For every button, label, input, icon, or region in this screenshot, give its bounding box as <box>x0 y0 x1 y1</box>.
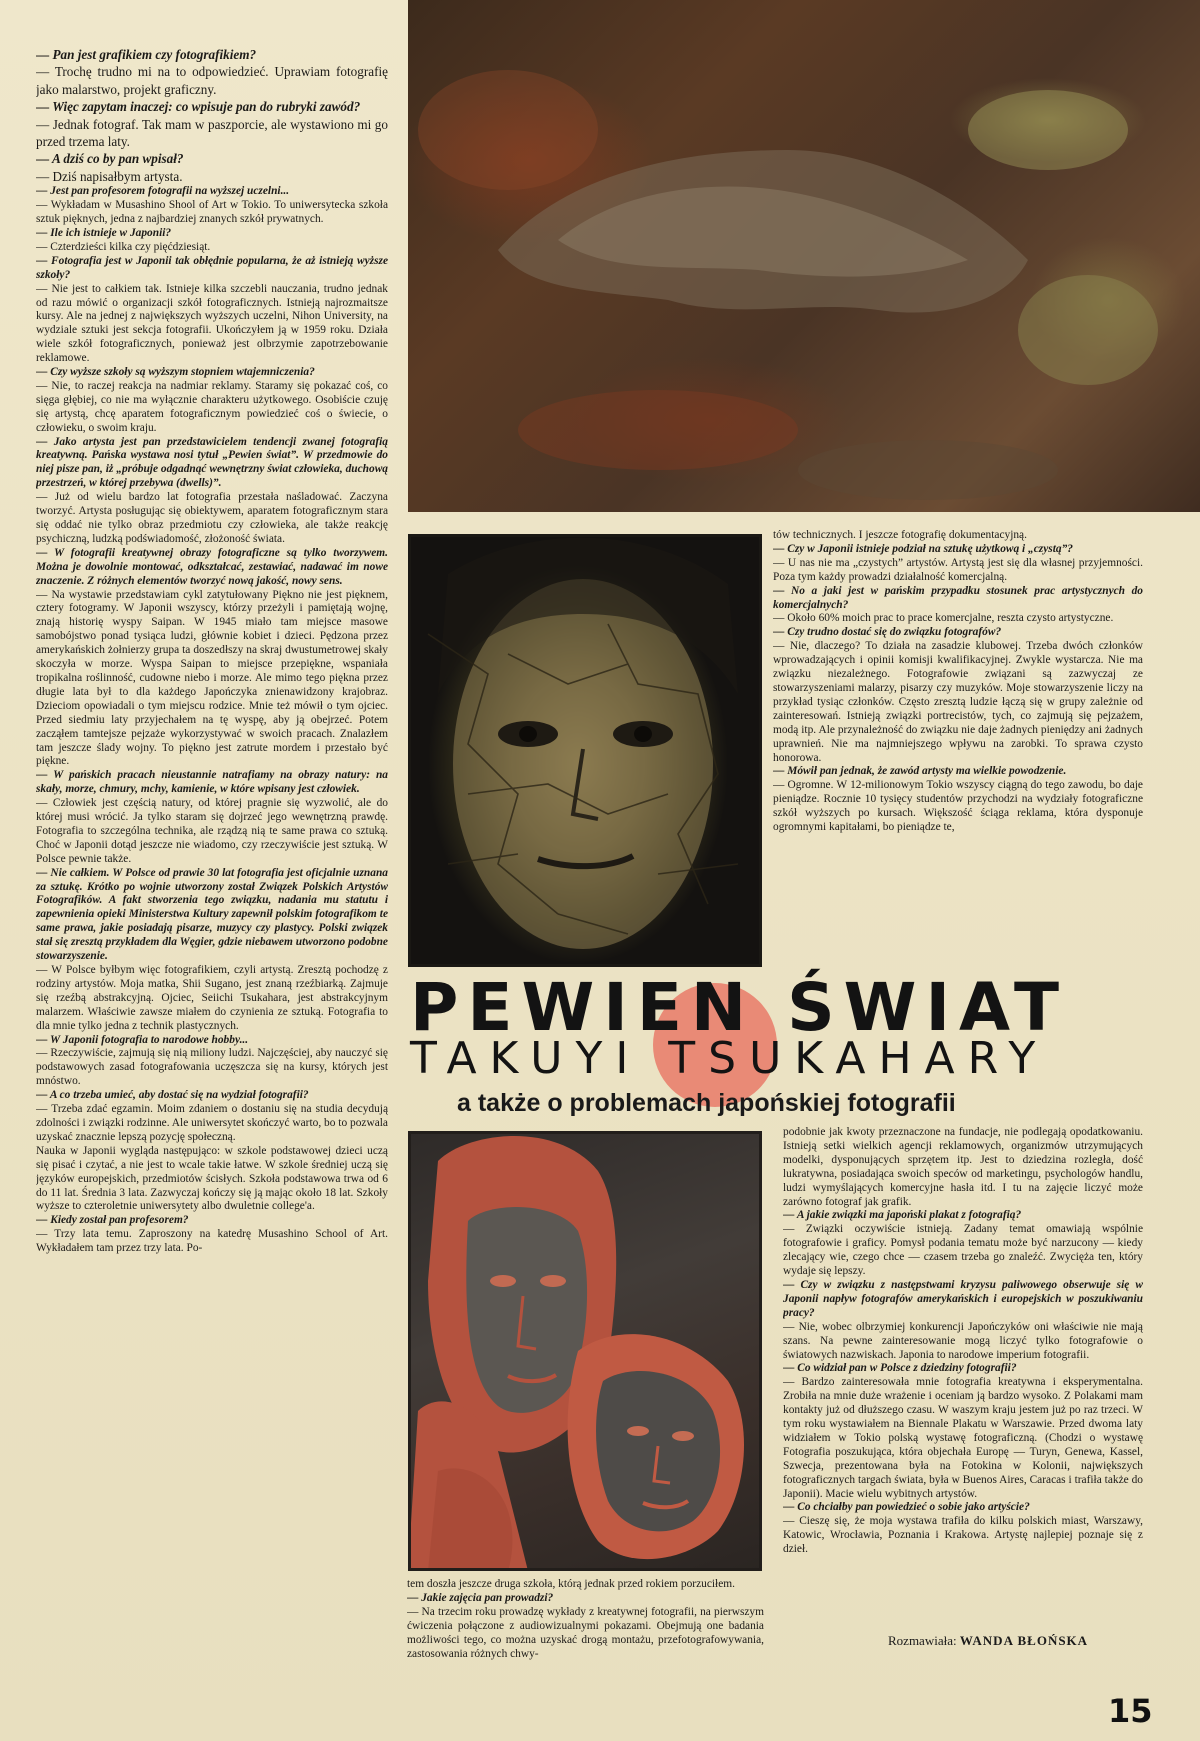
interview-question: — A dziś co by pan wpisał? <box>36 151 184 167</box>
interview-question: — W fotografii kreatywnej obrazy fotograficzne są tylko tworzywem. Można je dowolnie montować, odkształcać, zestawiać, nadawać im nowe znaczenie. Z różnych elementów tworzyć nową jakość, nowy sens. <box>36 546 388 587</box>
byline <box>888 1633 1148 1649</box>
interview-answer: — Około 60% moich prac to prace komercjalne, reszta czysto artystyczne. <box>773 612 1114 625</box>
two-faces-painting-photo <box>408 1131 762 1571</box>
interview-answer: tem doszła jeszcze druga szkoła, którą jednak przed rokiem porzuciłem. <box>407 1578 735 1590</box>
interview-answer: — Jednak fotograf. Tak mam w paszporcie, ale wystawiono mi go przed trzema laty. <box>36 116 388 150</box>
interview-answer: — Nie, to raczej reakcja na nadmiar reklamy. Staramy się pokazać coś, co sięga głębiej, co nie ma wyłącznie charakteru użytkowego. Osobiście czuję się artystą, chcę aparatem fotograficznym powiedzieć coś o świecie, o człowieku, o swoim kraju. <box>36 379 388 434</box>
interview-question: — Jako artysta jest pan przedstawicielem tendencji zwanej fotografią kreatywną. Pańska wystawa nosi tytuł „Pewien świat”. W przedmowie do niej pisze pan, iż „próbuje odgadnąć wewnętrzny świat człowieka, duchową przestrzeń, w której przebywa (dwells)”. <box>36 435 388 490</box>
interview-question: — A jakie związki ma japoński plakat z fotografią? <box>783 1209 1022 1222</box>
interview-question: — Jakie zajęcia pan prowadzi? <box>407 1591 554 1604</box>
interview-question: — Co chciałby pan powiedzieć o sobie jako artyście? <box>783 1501 1030 1514</box>
interview-question: — Kiedy został pan profesorem? <box>36 1214 189 1227</box>
interview-answer: — Już od wielu bardzo lat fotografia przestała naśladować. Zaczyna tworzyć. Artysta posługując się obiektywem, aparatem fotograficznym stara się oddać nie tylko obraz przedmiotu czy człowieka, ale także reakcję psychiczną, ludzką podświadomość, złożoność świata. <box>36 491 388 545</box>
interview-question: — Ile ich istnieje w Japonii? <box>36 226 172 239</box>
interview-answer: — Czterdzieści kilka czy pięćdziesiąt. <box>36 240 211 253</box>
interview-answer: — Bardzo zainteresowała mnie fotografia kreatywna i eksperymentalna. Zrobiła na mnie duże wrażenie i oceniam ją bardzo wysoko. Z Polakami mam kontakty już od dłuższego czasu. W waszym kraju jestem już po raz trzeci. W tym roku wystawiałem na Biennale Plakatu w Warszawie. Przed dwoma laty widziałem w Tokio polską wystawę fotograficzną. (Chodzi o wystawę Fotografia poszukująca, która objechała Europę — Turyn, Genewa, Kassel, Szwecja, prezentowana była na Fotokina w Kolonii, największych fotograficznych targach świata, była w Buenos Aires, Caracas i trafiła także do Japonii). Macie wielu wybitnych artystów. <box>783 1376 1143 1500</box>
interview-question: — Fotografia jest w Japonii tak obłędnie popularna, że aż istnieją wyższe szkoły? <box>36 254 388 281</box>
interview-answer: — Trzeba zdać egzamin. Moim zdaniem o dostaniu się na studia decydują zdolności i związki rodzinne. Ale uniwersytet skończyć warto, bo to pozwala uzyskać znacznie lepszą pozycję społeczną. <box>36 1103 388 1143</box>
interview-answer: — Związki oczywiście istnieją. Zadany temat omawiają wspólnie fotografowie i graficy. Pomysł podania tematu może być narzucony — kiedy zlecający wie, czego chce — czasem trzeba go znaleźć. Zwycięża ten, który wydaje się lepszy. <box>783 1223 1143 1278</box>
interview-question: — W pańskich pracach nieustannie natrafiamy na obrazy natury: na skały, morze, chmury, mchy, kamienie, w które wpisany jest człowiek. <box>36 769 388 796</box>
text-column-right-top <box>773 529 1143 999</box>
interview-answer: — Nie, wobec olbrzymiej konkurencji Japończyków oni właściwie nie mają szans. Na pewne zainteresowanie mogą liczyć tylko fotografowie o światowych nazwiskach. Japonia to narodowe imperium fotografii. <box>783 1320 1143 1361</box>
interview-answer: podobnie jak kwoty przeznaczone na fundacje, nie podlegają opodatkowaniu. Istnieją setki wielkich agencji reklamowych, organizmów utrzymujących modelki, dysponujących sprzętem itp. Jest to dziedzina rozległa, dość lukratywna, posiadająca swoich speców od marketingu, psychologów handlu, ludzi wymyślających komercyjne hasła itd. I tu na zajęcie liczyć może zarówno fotograf jak grafik. <box>783 1126 1143 1208</box>
interview-answer: — Dziś napisałbym artysta. <box>36 168 183 184</box>
page-number: 15 <box>1108 1692 1153 1730</box>
interview-answer: — Człowiek jest częścią natury, od której pragnie się wyzwolić, ale do której musi wrócić. Ja tylko staram się dojrzeć jego wewnętrzną prawdę. Fotografia to szczególna technika, ale rządzą nią te same prawa co sztuką. Choć w Japonii dotąd jeszcze nie wiadomo, czy rzeczywiście jest sztuką. W Polsce pewnie także. <box>36 797 388 865</box>
interview-question: — Co widział pan w Polsce z dziedziny fotografii? <box>783 1362 1017 1375</box>
interview-question: — Pan jest grafikiem czy fotografikiem? <box>36 47 257 62</box>
text-column-middle-bottom <box>407 1578 764 1728</box>
interview-answer: — U nas nie ma „czystych” artystów. Artystą jest się dla własnej przyjemności. Poza tym każdy prowadzi działalność komercjalną. <box>773 556 1143 583</box>
interview-question: — Czy trudno dostać się do związku fotografów? <box>773 626 1002 639</box>
interview-answer: — Trochę trudno mi na to odpowiedzieć. Uprawiam fotografię jako malarstwo, projekt graficzny. <box>36 64 388 97</box>
interview-question: — Nie całkiem. W Polsce od prawie 30 lat fotografia jest oficjalnie uznana za sztukę. Krótko po wojnie utworzony został Związek Polskich Artystów Fotografików. A fakt stworzenia tego związku, nadania mu statutu i zapewnienia opieki Ministerstwa Kultury zapewnił polskim fotografikom te same prawa, jakie posiadają pisarze, muzycy czy plastycy. Polski związek stał się zresztą przykładem dla Węgier, gdzie niebawem utworzono podobne stowarzyszenie. <box>36 866 388 963</box>
article-title: PEWIEN ŚWIAT <box>410 969 1068 1046</box>
article-tagline: a także o problemach japońskiej fotografii <box>457 1089 956 1117</box>
interview-answer: — Rzeczywiście, zajmują się nią miliony ludzi. Najczęściej, aby nauczyć się podstawowych zasad fotografowania uczęszcza się na kursy, których jest mnóstwo. <box>36 1047 388 1088</box>
cracked-face-photo <box>408 534 762 967</box>
text-column-left <box>36 46 388 1726</box>
interview-answer: — Na trzecim roku prowadzę wykłady z kreatywnej fotografii, na pierwszym ćwiczenia połączone z audiowizualnymi pokazami. Obejmują one badania możliwości tego, co można uzyskać drogą montażu, przefotografowywania, zastosowania różnych chwy- <box>407 1605 764 1660</box>
interview-answer: — Cieszę się, że moja wystawa trafiła do kilku polskich miast, Warszawy, Katowic, Wrocławia, Poznania i Krakowa. Artystę najlepiej poznaje się z dzieł. <box>783 1515 1143 1556</box>
interview-answer: — Ogromne. W 12-milionowym Tokio wszyscy ciągną do tego zawodu, bo daje pieniądze. Rocznie 10 tysięcy studentów przychodzi na wydziały fotograficzne szkół wyższych po kursach. Większość ściąga reklama, która dysponuje ogromnymi kapitałami, bo pieniądze te, <box>773 779 1143 834</box>
article-subtitle: TAKUYI TSUKAHARY <box>410 1033 1049 1084</box>
byline-author: WANDA BŁOŃSKA <box>959 1633 1089 1648</box>
interview-answer: — W Polsce byłbym więc fotografikiem, czyli artystą. Zresztą pochodzę z rodziny artystów. Moja matka, Shii Sugano, jest znaną rzeźbiarką. Zajmuje się rzeźbą abstrakcyjną. Ojciec, Seiichi Tsukahara, jest abstrakcyjnym malarzem. Właściwie zawsze miałem do czynienia ze sztuką. Fotografia to dla mnie tylko jedna z technik plastycznych. <box>36 964 388 1032</box>
interview-answer: tów technicznych. I jeszcze fotografię dokumentacyjną. <box>773 529 1027 541</box>
interview-question: — Czy wyższe szkoły są wyższym stopniem wtajemniczenia? <box>36 366 315 379</box>
interview-question: — Jest pan profesorem fotografii na wyższej uczelni... <box>36 185 290 198</box>
text-column-right-bottom <box>783 1126 1143 1626</box>
interview-question: — Czy w związku z następstwami kryzysu paliwowego obserwuje się w Japonii napływ fotografów amerykańskich i europejskich w poszukiwaniu pracy? <box>783 1278 1143 1319</box>
interview-answer: — Nie jest to całkiem tak. Istnieje kilka szczebli nauczania, trudno jednak od razu mówić o organizacji szkół fotograficznych. Istnieją najrozmaitsze kursy. Ale na jednej z największych wyższych uczelni, Nihon University, na wydziale sztuki jest sekcja fotografii. Ukończyłem ją w 1959 roku. Działa wiele szkół fotograficznych, ponieważ jest olbrzymie zapotrzebowanie reklamowe. <box>36 282 388 365</box>
interview-answer: — Na wystawie przedstawiam cykl zatytułowany Piękno nie jest pięknem, cztery fotogramy. W Japonii wszyscy, którzy przeżyli i pamiętają wojnę, znają historię wyspy Saipan. W 1945 miało tam miejsce masowe samobójstwo ponad tysiąca ludzi, głównie kobiet i dzieci. Pędzona przez amerykańskich żołnierzy grupa ta doszedłszy na skraj dwustumetrowej skały skoczyła w morze. Wyspa Saipan to miejsce przepiękne, wspaniała tropikalna roślinność, cudowne niebo i morze. Ale mimo tego piękna przez długie lata był to dla każdego Japończyka znienawidzony krajobraz. Dzieciom opowiadali o tym miejscu rodzice. Mnie też mówił o tym ojciec. Przed siedmiu laty przyjechałem na tę wyspę, aby ją obejrzeć. Potem zacząłem tamtejsze pejzaże wykorzystywać w swoich pracach. Znalazłem tam jeszcze ślady wojny. To piękno jest zatrute mordem i przestało być piękne. <box>36 588 388 768</box>
byline-label: Rozmawiała: <box>888 1633 957 1648</box>
interview-answer: Nauka w Japonii wygląda następująco: w szkole podstawowej dzieci uczą się pisać i czytać, a nie jest to wcale takie łatwe. W szkole średniej uczą się języków europejskich, przedmiotów ścisłych. Szkoła podstawowa trwa od 6 do 11 lat. Średnia 3 lata. Zazwyczaj kończy się ją mając około 18 lat. Szkoły wyższe to czteroletnie uniwersytety albo dwuletnie college'a. <box>36 1144 388 1213</box>
interview-question: — A co trzeba umieć, aby dostać się na wydział fotografii? <box>36 1089 309 1102</box>
interview-answer: — Trzy lata temu. Zaproszony na katedrę Musashino School of Art. Wykładałem tam przez trzy lata. Po- <box>36 1228 388 1255</box>
lichen-hand-photo <box>408 0 1200 512</box>
interview-answer: — Nie, dlaczego? To działa na zasadzie klubowej. Trzeba dwóch członków wprowadzających i opinii komisji kwalifikacyjnej. Zwykle wystarcza. Nie ma związku niezależnego. Fotografowie związani są zazwyczaj ze stowarzyszeniami malarzy, pisarzy czy muzyków. Moje stowarzyszenie liczy na przykład tysiąc członków. Często zresztą ludzie łączą się w grupy zależnie od zainteresowań. Istnieją związki portrecistów, tych, co zajmują się pejzażem, modą itp. Ale przynależność do związku nie daje żadnych pieniędzy ani żadnych uprawnień. Nie ma najmniejszego wpływu na zarobki. To sprawa czysto honorowa. <box>773 640 1143 764</box>
interview-question: — W Japonii fotografia to narodowe hobby... <box>36 1033 249 1046</box>
interview-question: — Więc zapytam inaczej: co wpisuje pan do rubryki zawód? <box>36 99 361 115</box>
interview-question: — Czy w Japonii istnieje podział na sztukę użytkową i „czystą”? <box>773 542 1073 555</box>
interview-question: — Mówił pan jednak, że zawód artysty ma wielkie powodzenie. <box>773 765 1067 778</box>
interview-question: — No a jaki jest w pańskim przypadku stosunek prac artystycznych do komercjalnych? <box>773 584 1143 611</box>
interview-answer: — Wykładam w Musashino Shool of Art w Tokio. To uniwersytecka szkoła sztuk pięknych, jedna z najbardziej znanych szkół prywatnych. <box>36 199 388 226</box>
